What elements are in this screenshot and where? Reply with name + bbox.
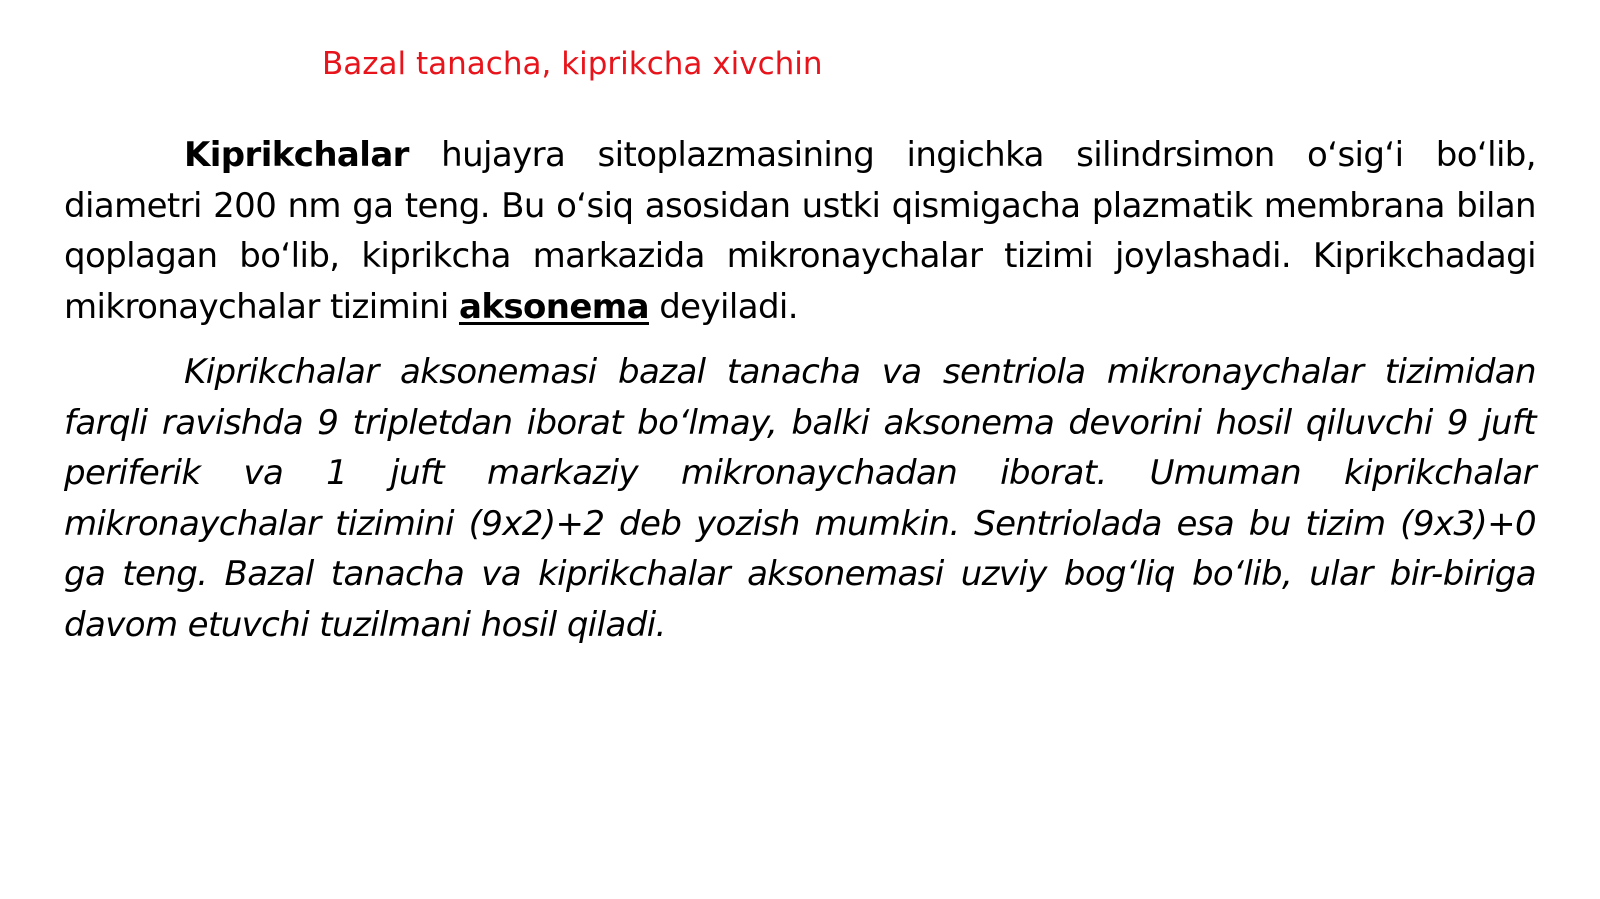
paragraph-axoneme-structure: Kiprikchalar aksonemasi bazal tanacha va sentriola mikronaychalar tizimidan farqli ravishda 9 tripletdan iborat bo‘lmay, balki aksonema devorini hosil qiluvchi 9 juft periferik va 1 juft markaziy mikronaychadan iborat. Umuman kiprikchalar mikronaychalar tizimini (9x2)+2 deb yozish mumkin. Sentriolada esa bu tizim (9x3)+0 ga teng. Bazal tanacha va kiprikchalar aksonemasi uzviy bog‘liq bo‘lib, ular bir-biriga davom etuvchi tuzilmani hosil qiladi.	[64, 352, 1536, 645]
slide-title: Bazal tanacha, kiprikcha xivchin	[322, 46, 823, 82]
lead-term-kiprikchalar: Kiprikchalar	[184, 135, 409, 175]
slide-body	[64, 130, 1536, 650]
term-aksonema: aksonema	[458, 286, 649, 327]
paragraph-cilia-structure	[64, 130, 1536, 332]
paragraph1-text: hujayra sitoplazmasining ingichka silindrsimon o‘sig‘i bo‘lib, diametri 200 nm ga teng. Bu o‘siq asosidan ustki qismigacha plazmatik membrana bilan qoplagan bo‘lib, kiprikcha markazida mikronaychalar tizimi joylashadi. Kiprikchadagi mikronaychalar tizimini	[64, 135, 1536, 327]
paragraph1-ending: deyiladi.	[648, 286, 798, 327]
